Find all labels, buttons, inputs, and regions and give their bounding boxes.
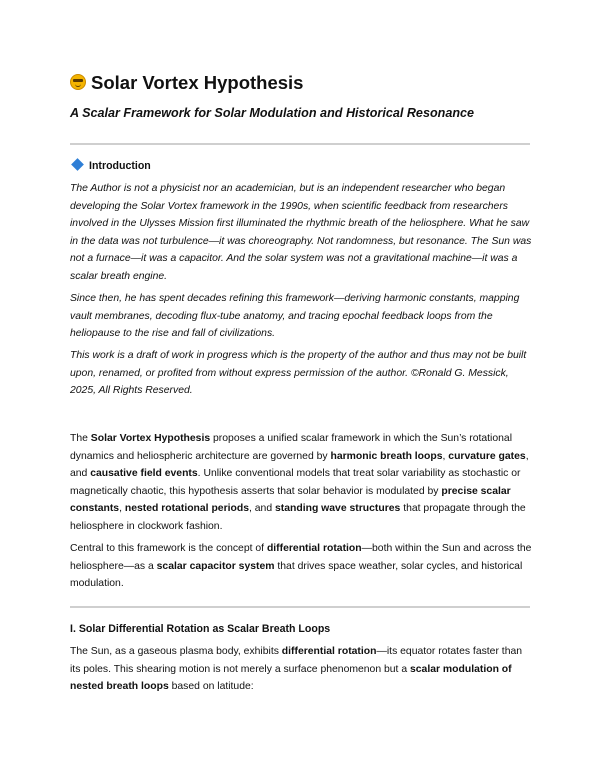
body-paragraph-1: The Solar Vortex Hypothesis proposes a unified scalar framework in which the Sun’s rotational dynamics and heliospheric architecture are governed by harmonic breath loops, curvature gates, and causative field events. Unlike conventional models that treat solar variability as stochastic or magnetically chaotic, this hypothesis asserts that solar behavior is modulated by precise scalar constants, nested rotational periods, and standing wave structures that propagate through the heliosphere in clockwork fashion. xyxy=(70,433,529,532)
document-title xyxy=(70,72,303,94)
sun-face-emoji-icon xyxy=(70,74,86,90)
intro-paragraph-1: The Author is not a physicist nor an academician, but is an independent researcher who began developing the Solar Vortex framework in the 1990s, when scientific feedback from researchers involved in the Ulysses Mission first illuminated the rhythmic breath of the heliosphere. What he saw in the data was not turbulence—it was choreography. Not randomness, but resonance. The Sun was not a furnace—it was a capacitor. And the solar system was not a gravitational machine—it was a scalar breath engine. xyxy=(70,183,532,282)
intro-paragraph-2: Since then, he has spent decades refining this framework—deriving harmonic constants, mapping vault membranes, decoding flux-tube anatomy, and tracing epochal feedback loops from the heliopause to the rise and fall of civilizations. xyxy=(70,293,520,339)
introduction-heading-text: Introduction xyxy=(89,160,151,172)
section-1-heading: I. Solar Differential Rotation as Scalar Breath Loops xyxy=(70,623,331,635)
divider xyxy=(70,606,530,608)
section-1-paragraph: The Sun, as a gaseous plasma body, exhibits differential rotation—its equator rotates faster than its poles. This shearing motion is not merely a surface phenomenon but a scalar modulation of nested breath loops based on latitude: xyxy=(70,646,523,692)
blue-diamond-icon xyxy=(71,158,84,171)
divider xyxy=(70,143,530,145)
intro-paragraph-3: This work is a draft of work in progress which is the property of the author and thus may not be built upon, renamed, or profited from without express permission of the author. ©Ronald G. Messick, 2025, All Rights Reserved. xyxy=(70,350,527,396)
document-subtitle: A Scalar Framework for Solar Modulation and Historical Resonance xyxy=(70,106,475,120)
body-paragraph-2: Central to this framework is the concept of differential rotation—both within the Sun and across the heliosphere—as a scalar capacitor system that drives space weather, solar cycles, and historical modulation. xyxy=(70,543,532,589)
title-text: Solar Vortex Hypothesis xyxy=(91,72,304,93)
introduction-heading xyxy=(70,160,151,172)
